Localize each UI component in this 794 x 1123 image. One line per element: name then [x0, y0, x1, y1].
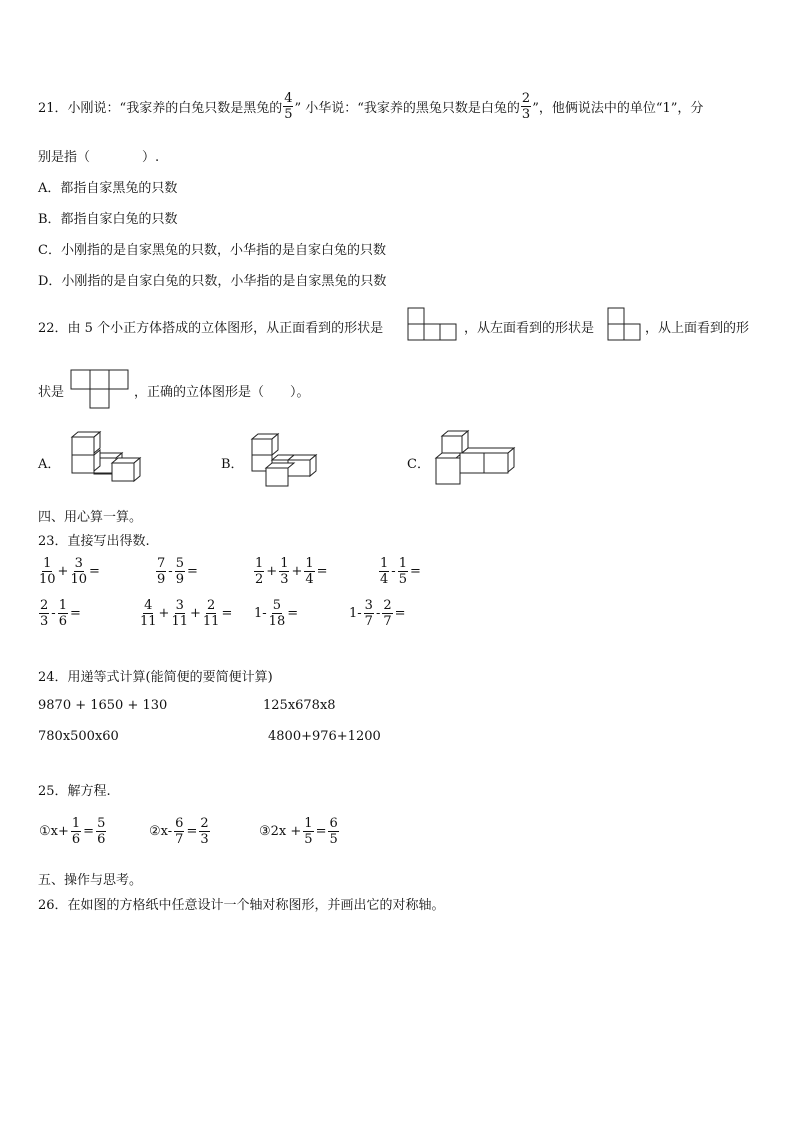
- q21-option-c: C．小刚指的是自家黑兔的只数，小华指的是自家白兔的只数: [38, 243, 386, 258]
- fraction: $\frac{1}{3}$: [280, 556, 289, 587]
- left-view-figure: [607, 307, 643, 341]
- q24-item-2: 125x678x8: [263, 698, 336, 713]
- fraction: $\frac{5}{9}$: [175, 556, 184, 587]
- fraction: $\frac{3}{11}$: [171, 598, 188, 629]
- fraction: $\frac{6}{5}$: [329, 816, 338, 847]
- q22-text-3: ，从上面看到的形: [645, 321, 750, 336]
- q23-expr-5: $\frac{2}{3}$ - $\frac{1}{6}$ =: [40, 598, 81, 629]
- q24-title: 24．用递等式计算(能简便的要简便计算): [38, 670, 273, 685]
- q25-title: 25．解方程.: [38, 784, 111, 799]
- section-5-heading: 五、操作与思考。: [38, 873, 143, 888]
- section-4-heading: 四、用心算一算。: [38, 510, 143, 525]
- q25-equation-1: ①x+ $\frac{1}{6}$ = $\frac{5}{6}$: [39, 816, 106, 847]
- q22-option-a-label: A．: [38, 457, 61, 472]
- front-view-figure: [407, 307, 459, 341]
- q21-stem: [38, 92, 703, 121]
- q21-text-2: ” 小华说：“我家养的黑兔只数是白兔的: [294, 101, 520, 116]
- q24-item-1: 9870 + 1650 + 130: [38, 698, 168, 713]
- q22-text-5: ，正确的立体图形是（ ）。: [134, 385, 310, 400]
- q21-option-b: B．都指自家白兔的只数: [38, 212, 178, 227]
- q25-equation-2: ②x- $\frac{6}{7}$ = $\frac{2}{3}$: [149, 816, 209, 847]
- fraction: $\frac{2}{11}$: [202, 598, 220, 629]
- q23-expr-2: $\frac{7}{9}$ - $\frac{5}{9}$ =: [157, 556, 198, 587]
- fraction: $\frac{2}{3}$: [521, 91, 531, 122]
- q23-expr-6: $\frac{4}{11}$ + $\frac{3}{11}$ + $\frac{2}{11}$ =: [140, 598, 233, 629]
- cube-figure-c: [434, 428, 518, 490]
- q24-item-4: 4800+976+1200: [268, 729, 381, 744]
- cube-figure-a: [68, 428, 152, 490]
- fraction: $\frac{1}{2}$: [255, 556, 264, 587]
- fraction: $\frac{1}{5}$: [398, 556, 407, 587]
- q23-expr-1: $\frac{1}{10}$ + $\frac{3}{10}$ =: [39, 556, 100, 587]
- cube-figure-b: [248, 430, 324, 490]
- fraction: $\frac{1}{4}$: [305, 556, 314, 587]
- fraction: $\frac{1}{6}$: [58, 598, 67, 629]
- fraction: $\frac{1}{6}$: [71, 816, 81, 847]
- q22-text-4: 状是: [38, 385, 65, 400]
- fraction: $\frac{4}{11}$: [140, 598, 157, 629]
- q23-expr-3: $\frac{1}{2}$ + $\frac{1}{3}$ + $\frac{1}{4}$ =: [255, 556, 328, 587]
- top-view-figure: [70, 369, 130, 409]
- q21-stem-line2: 别是指（ ）.: [38, 150, 160, 165]
- q21-option-d: D．小刚指的是自家白兔的只数，小华指的是自家黑兔的只数: [38, 274, 387, 289]
- fraction: $\frac{2}{3}$: [200, 816, 209, 847]
- q23-expr-4: $\frac{1}{4}$ - $\frac{1}{5}$ =: [380, 556, 421, 587]
- q24-item-3: 780x500x60: [38, 729, 119, 744]
- q23-title: 23．直接写出得数.: [38, 534, 150, 549]
- q22-text-1: 22．由 5 个小正方体搭成的立体图形，从正面看到的形状是: [38, 321, 384, 336]
- fraction: $\frac{4}{5}$: [284, 91, 293, 122]
- fraction: $\frac{5}{6}$: [97, 816, 106, 847]
- fraction: $\frac{7}{9}$: [157, 556, 166, 587]
- fraction: $\frac{1}{5}$: [304, 816, 313, 847]
- q23-expr-7: 1- $\frac{5}{18}$ =: [254, 598, 299, 629]
- q22-option-c-label: C．: [407, 457, 430, 472]
- q26-text: 26．在如图的方格纸中任意设计一个轴对称图形，并画出它的对称轴。: [38, 898, 445, 913]
- q23-expr-8: 1- $\frac{3}{7}$ - $\frac{2}{7}$ =: [349, 598, 406, 629]
- fraction: $\frac{3}{10}$: [70, 556, 87, 587]
- fraction: $\frac{2}{7}$: [383, 598, 392, 629]
- fraction: $\frac{3}{7}$: [364, 598, 373, 629]
- q25-equation-3: ③2x + $\frac{1}{5}$ = $\frac{6}{5}$: [259, 816, 338, 847]
- fraction: $\frac{1}{10}$: [39, 556, 56, 587]
- fraction: $\frac{5}{18}$: [268, 598, 286, 629]
- q21-text-1: 21．小刚说：“我家养的白兔只数是黑兔的: [38, 101, 283, 116]
- q21-option-a: A．都指自家黑兔的只数: [38, 181, 178, 196]
- q21-text-3: ”，他俩说法中的单位“1”，分: [532, 101, 704, 116]
- fraction: $\frac{1}{4}$: [380, 556, 389, 587]
- fraction: $\frac{6}{7}$: [175, 816, 184, 847]
- q22-option-b-label: B．: [221, 457, 244, 472]
- fraction: $\frac{2}{3}$: [40, 598, 49, 629]
- q22-text-2: ，从左面看到的形状是: [464, 321, 595, 336]
